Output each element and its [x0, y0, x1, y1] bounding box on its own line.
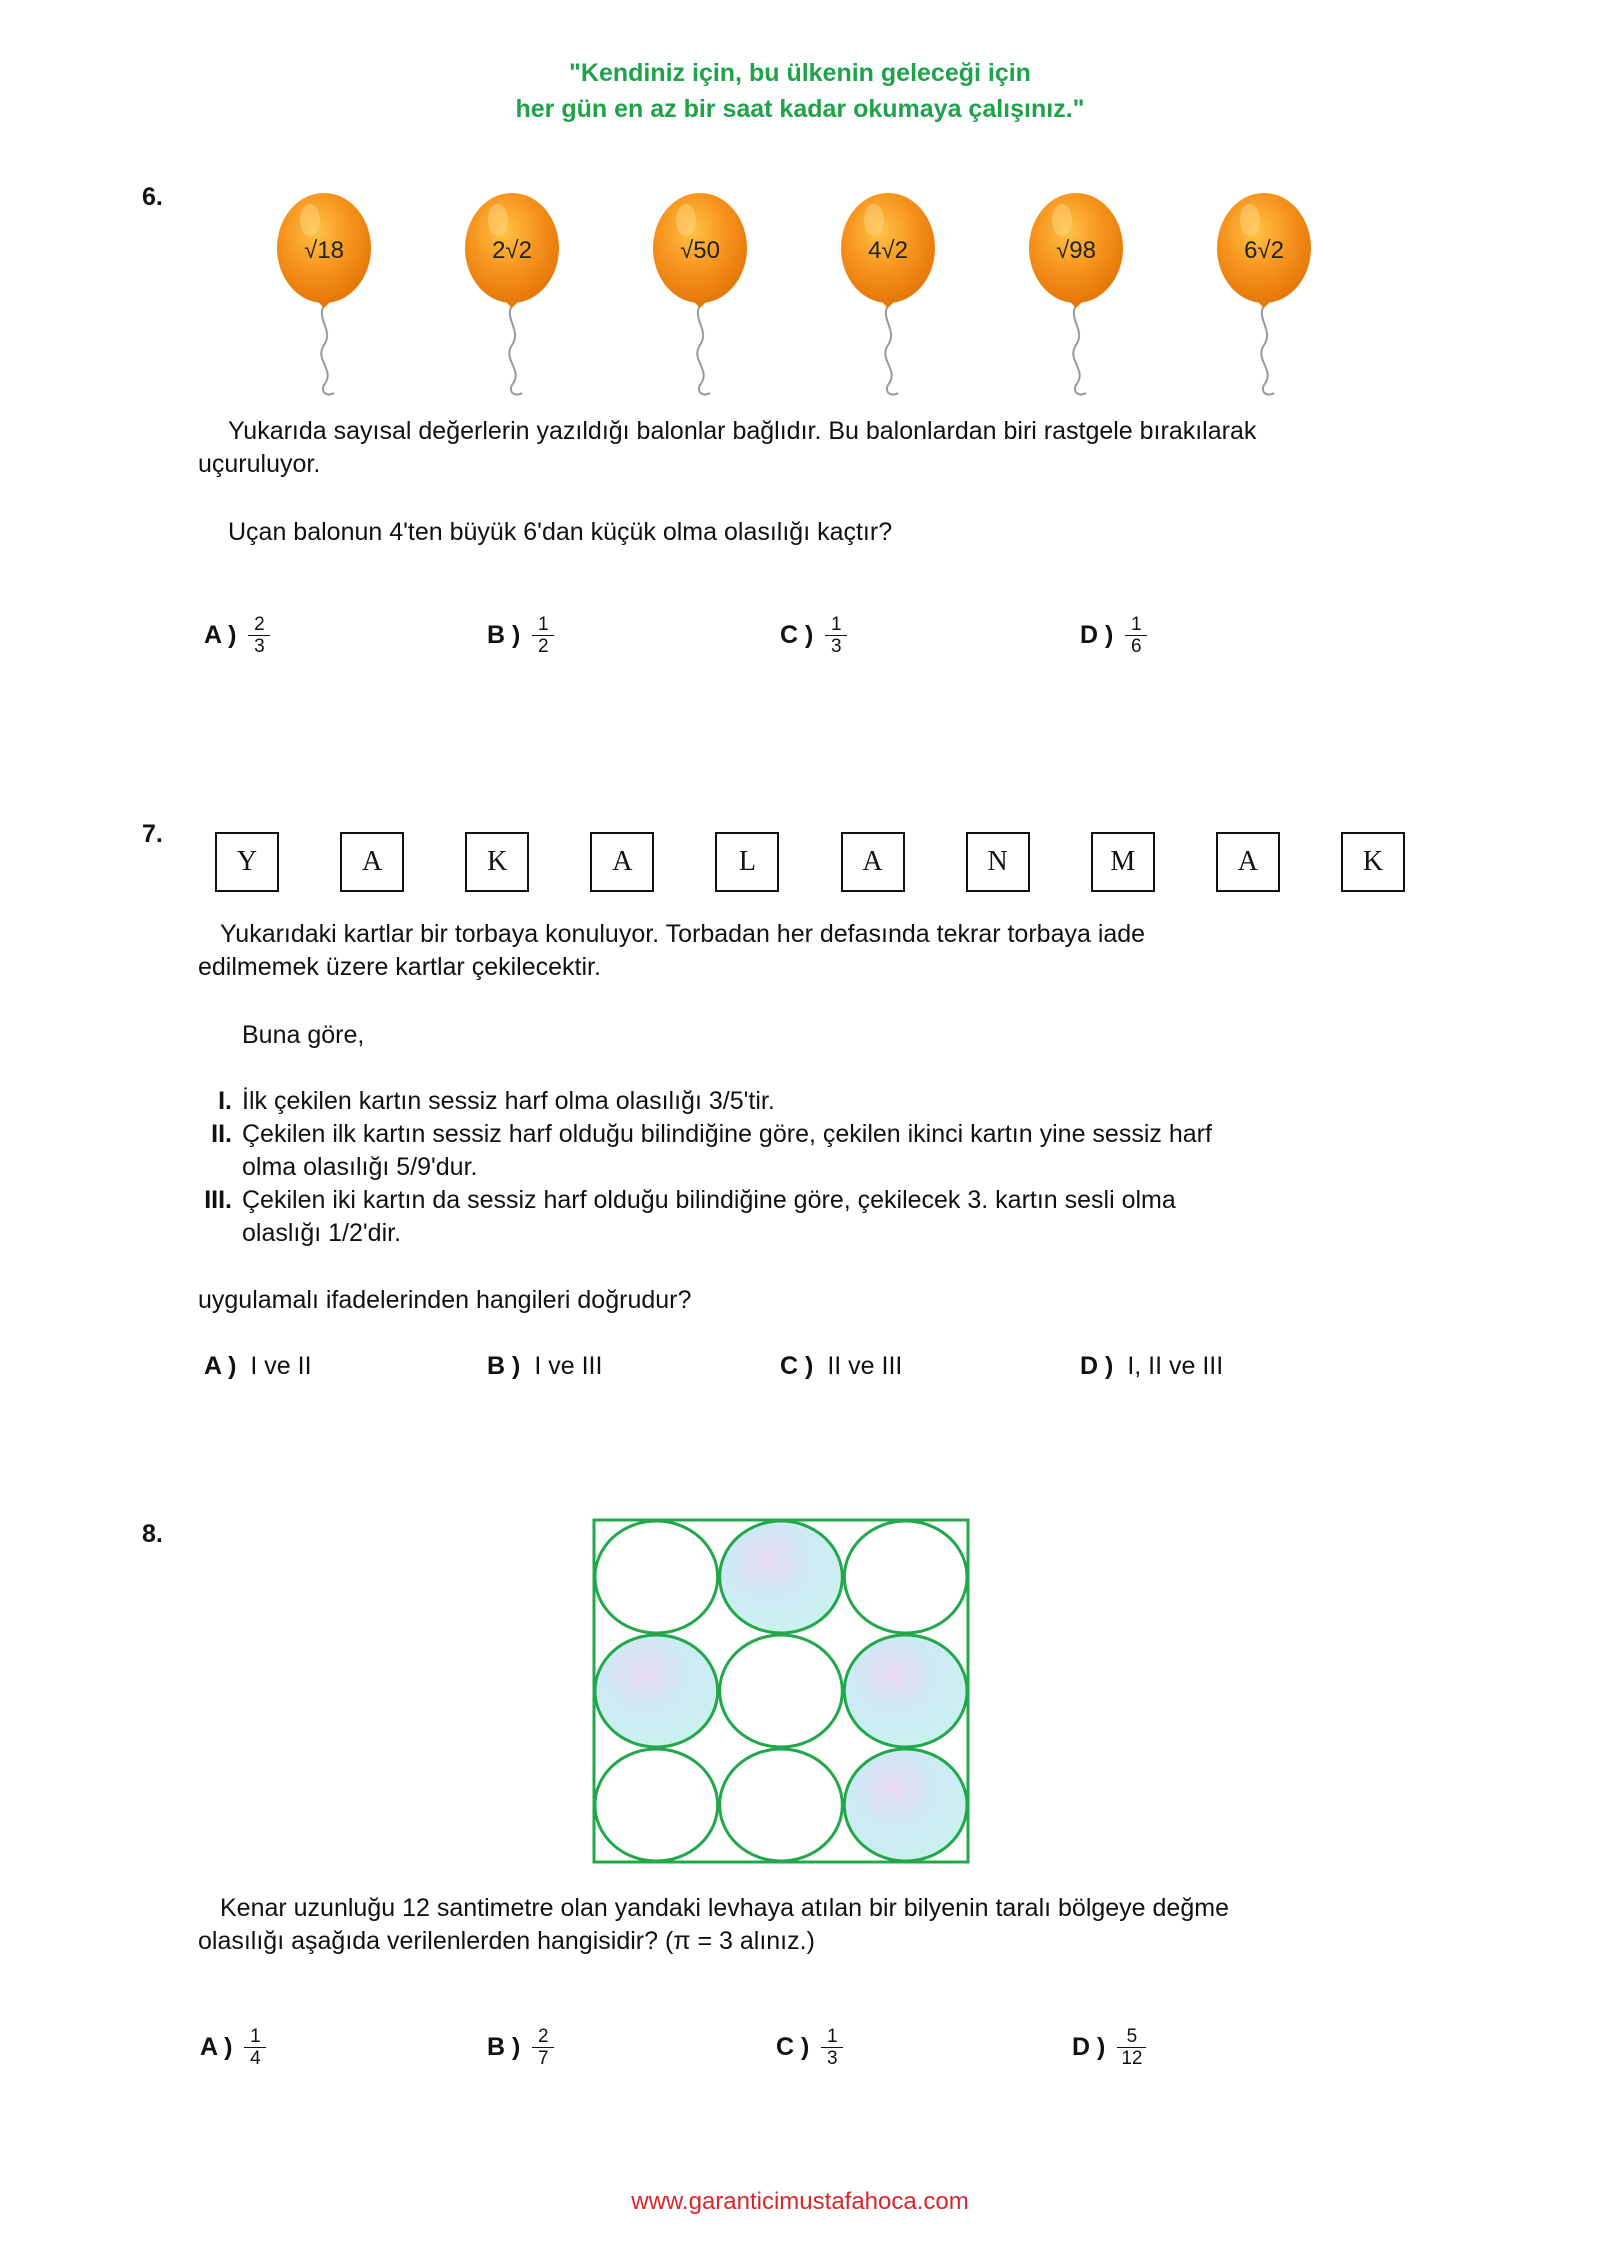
shaded-circle [844, 1749, 967, 1861]
balloon-row [272, 190, 1312, 400]
roman-numeral: I. [218, 1087, 232, 1115]
option-text: II ve III [827, 1352, 903, 1380]
q8-option-d[interactable] [1072, 2026, 1144, 2069]
q6-question: Uçan balonun 4'ten büyük 6'dan küçük olma olasılığı kaçtır? [228, 518, 893, 546]
q8-option-b[interactable] [487, 2026, 552, 2069]
q7-text-line-2: edilmemek üzere kartlar çekilecektir. [198, 953, 601, 981]
denominator: 3 [827, 2048, 838, 2069]
empty-circle [844, 1521, 967, 1633]
q8-option-a[interactable] [200, 2026, 264, 2069]
denominator: 4 [250, 2048, 261, 2069]
letter-card: A [841, 832, 905, 892]
empty-circle [720, 1749, 843, 1861]
q6-text-line-2: uçuruluyor. [198, 450, 321, 478]
roman-numeral: II. [211, 1120, 232, 1148]
balloons-illustration [272, 190, 1312, 400]
q7-option-c[interactable] [780, 1352, 902, 1381]
option-label: A ) [200, 2033, 233, 2061]
shaded-circle [595, 1635, 718, 1747]
q8-text-line-2: olasılığı aşağıda verilenlerden hangisidir? (π = 3 alınız.) [198, 1927, 815, 1955]
fraction [823, 2026, 841, 2069]
fraction [246, 2026, 264, 2069]
statement-text-cont: olaslığı 1/2'dir. [242, 1219, 402, 1247]
option-label: C ) [780, 1352, 814, 1380]
balloon [841, 193, 935, 395]
option-label: B ) [487, 621, 521, 649]
numerator: 1 [538, 614, 549, 635]
q6-option-d[interactable] [1080, 614, 1145, 657]
q7-question: uygulamalı ifadelerinden hangileri doğrudur? [198, 1286, 692, 1314]
numerator: 1 [1131, 614, 1142, 635]
balloon [653, 193, 747, 395]
q7-buna-gore: Buna göre, [242, 1021, 365, 1049]
letter-card: A [1216, 832, 1280, 892]
numerator: 2 [254, 614, 265, 635]
balloon [465, 193, 559, 395]
q8-text [198, 1892, 1438, 1958]
option-label: A ) [204, 1352, 237, 1380]
q8-text-line-1: Kenar uzunluğu 12 santimetre olan yandaki levhaya atılan bir bilyenin taralı bölgeye değme [220, 1894, 1229, 1922]
fraction [534, 2026, 552, 2069]
header-quote [0, 55, 1600, 127]
statement-iii [190, 1184, 1410, 1250]
question-number-6: 6. [142, 183, 163, 211]
letter-card: L [715, 832, 779, 892]
option-label: D ) [1072, 2033, 1106, 2061]
numerator: 5 [1126, 2026, 1138, 2047]
empty-circle [595, 1749, 718, 1861]
balloon-label: √50 [680, 237, 720, 264]
q6-text [198, 415, 1418, 481]
q7-statements [190, 1085, 1410, 1250]
option-label: C ) [780, 621, 814, 649]
q6-option-a[interactable] [204, 614, 268, 657]
denominator: 3 [831, 636, 842, 657]
balloon-label: 4√2 [868, 237, 908, 264]
empty-circle [595, 1521, 718, 1633]
balloon [1217, 193, 1311, 395]
balloon-label: √98 [1056, 237, 1096, 264]
quote-line-1: "Kendiniz için, bu ülkenin geleceği için [569, 59, 1031, 87]
shaded-circle [844, 1635, 967, 1747]
question-number-7: 7. [142, 820, 163, 848]
q8-option-c[interactable] [776, 2026, 841, 2069]
numerator: 2 [538, 2026, 549, 2047]
q7-text-line-1: Yukarıdaki kartlar bir torbaya konuluyor. Torbadan her defasında tekrar torbaya iade [220, 920, 1146, 948]
statement-text: Çekilen ilk kartın sessiz harf olduğu bilindiğine göre, çekilen ikinci kartın yine sessiz harf [242, 1120, 1212, 1148]
letter-cards [215, 832, 1405, 894]
q6-text-line-1: Yukarıda sayısal değerlerin yazıldığı balonlar bağlıdır. Bu balonlardan biri rastgele bırakılarak [228, 417, 1257, 445]
fraction [250, 614, 268, 657]
balloon-label: 2√2 [492, 237, 532, 264]
q6-option-b[interactable] [487, 614, 552, 657]
fraction [534, 614, 552, 657]
q7-text [198, 918, 1418, 984]
fraction [827, 614, 845, 657]
letter-card: N [966, 832, 1030, 892]
fraction [1119, 2026, 1144, 2069]
balloon [1029, 193, 1123, 395]
statement-ii [190, 1118, 1410, 1184]
option-label: C ) [776, 2033, 810, 2061]
numerator: 1 [831, 614, 842, 635]
roman-numeral: III. [204, 1186, 232, 1214]
circle-grid [592, 1518, 970, 1864]
q6-option-c[interactable] [780, 614, 845, 657]
letter-card: M [1091, 832, 1155, 892]
question-number-8: 8. [142, 1520, 163, 1548]
denominator: 12 [1121, 2048, 1143, 2069]
numerator: 1 [827, 2026, 838, 2047]
letter-card: K [1341, 832, 1405, 892]
denominator: 6 [1131, 636, 1142, 657]
option-label: B ) [487, 1352, 521, 1380]
option-label: D ) [1080, 1352, 1114, 1380]
q7-option-a[interactable] [204, 1352, 312, 1381]
option-label: A ) [204, 621, 237, 649]
quote-line-2: her gün en az bir saat kadar okumaya çalışınız." [515, 95, 1085, 123]
empty-circle [720, 1635, 843, 1747]
numerator: 1 [250, 2026, 261, 2047]
statement-text-cont: olma olasılığı 5/9'dur. [242, 1153, 478, 1181]
letter-card: K [465, 832, 529, 892]
option-label: D ) [1080, 621, 1114, 649]
shaded-circle [720, 1521, 843, 1633]
footer-url[interactable]: www.garanticimustafahoca.com [631, 2188, 969, 2215]
balloon [277, 193, 371, 395]
statement-text: İlk çekilen kartın sessiz harf olma olasılığı 3/5'tir. [242, 1087, 775, 1115]
option-text: I ve II [250, 1352, 312, 1380]
balloon-label: 6√2 [1244, 237, 1284, 264]
letter-card: Y [215, 832, 279, 892]
letter-card: A [590, 832, 654, 892]
denominator: 2 [538, 636, 549, 657]
letter-card: A [340, 832, 404, 892]
q7-option-b[interactable] [487, 1352, 602, 1381]
option-label: B ) [487, 2033, 521, 2061]
option-text: I ve III [534, 1352, 603, 1380]
option-text: I, II ve III [1127, 1352, 1224, 1380]
denominator: 7 [538, 2048, 549, 2069]
statement-text: Çekilen iki kartın da sessiz harf olduğu bilindiğine göre, çekilecek 3. kartın sesli olma [242, 1186, 1176, 1214]
statement-i [190, 1085, 1410, 1118]
q7-option-d[interactable] [1080, 1352, 1223, 1381]
circle-grid-figure [592, 1518, 970, 1869]
fraction [1127, 614, 1145, 657]
balloon-label: √18 [304, 237, 344, 264]
denominator: 3 [254, 636, 265, 657]
